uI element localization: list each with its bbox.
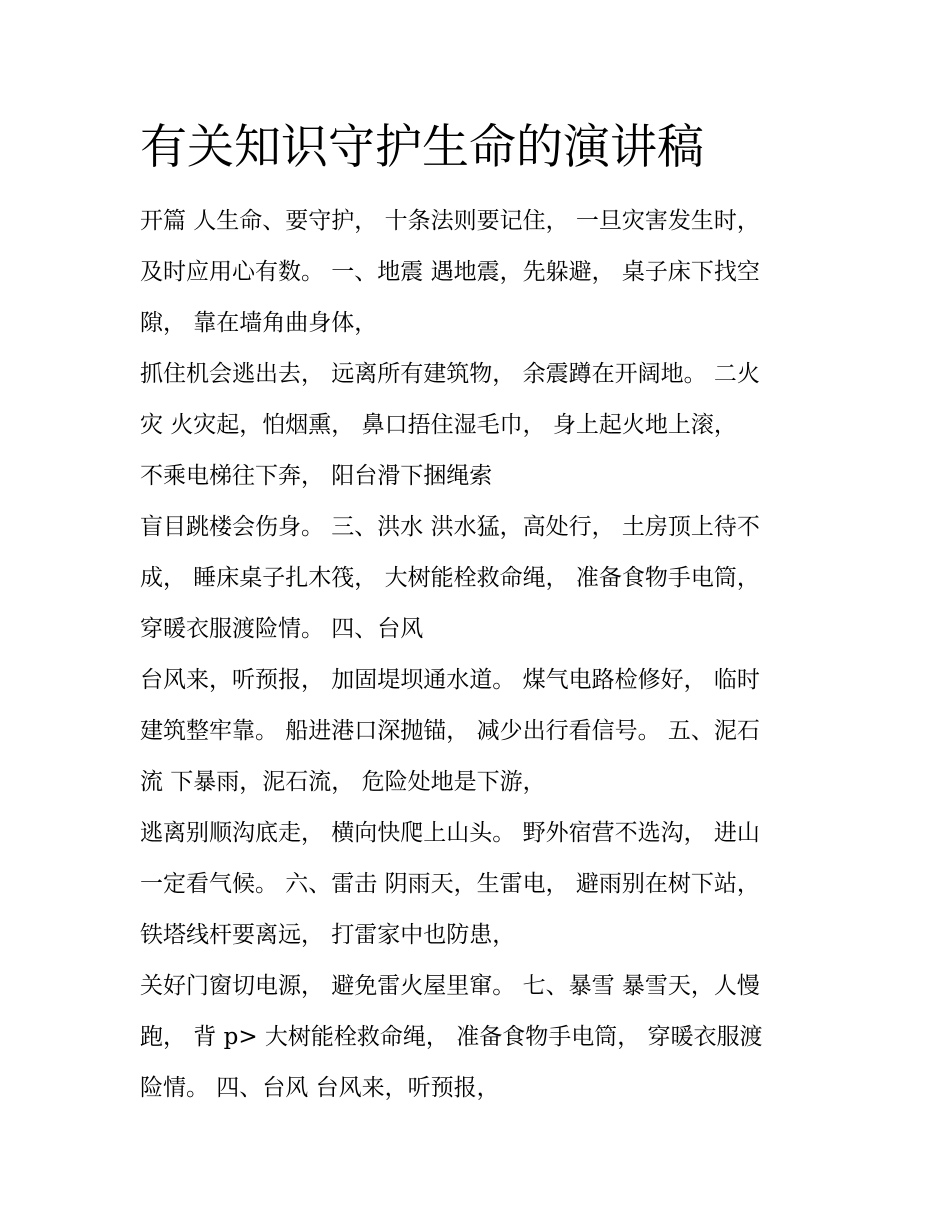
document-body <box>140 196 820 1114</box>
document-title: 有关知识守护生命的演讲稿 <box>140 120 704 175</box>
body-line: 关好门窗切电源， 避免雷火屋里窜。 七、暴雪 暴雪天，人慢 <box>140 973 760 999</box>
body-line: 台风来，听预报， 加固堤坝通水道。 煤气电路检修好， 临时 <box>140 667 760 693</box>
body-line: 逃离别顺沟底走， 横向快爬上山头。 野外宿营不选沟， 进山 <box>140 820 760 846</box>
body-line: 跑， 背 p> 大树能栓救命绳， 准备食物手电筒， 穿暖衣服渡 <box>140 1024 763 1050</box>
body-line: 开篇 人生命、要守护， 十条法则要记住， 一旦灾害发生时， <box>140 208 760 234</box>
body-line: 成， 睡床桌子扎木筏， 大树能栓救命绳， 准备食物手电筒， <box>140 565 760 591</box>
body-line: 一定看气候。 六、雷击 阴雨天，生雷电， 避雨别在树下站， <box>140 871 760 897</box>
body-line: 及时应用心有数。 一、地震 遇地震，先躲避， 桌子床下找空 <box>140 259 760 285</box>
body-line: 铁塔线杆要离远， 打雷家中也防患， <box>140 922 516 948</box>
body-line: 险情。 四、台风 台风来，听预报， <box>140 1075 500 1101</box>
body-line: 灾 火灾起，怕烟熏， 鼻口捂住湿毛巾， 身上起火地上滚， <box>140 412 737 438</box>
body-line: 盲目跳楼会伤身。 三、洪水 洪水猛，高处行， 土房顶上待不 <box>140 514 760 540</box>
body-line: 隙， 靠在墙角曲身体， <box>140 310 378 336</box>
body-line: 不乘电梯往下奔， 阳台滑下捆绳索 <box>140 463 493 489</box>
body-line: 流 下暴雨，泥石流， 危险处地是下游， <box>140 769 546 795</box>
body-line: 穿暖衣服渡险情。 四、台风 <box>140 616 424 642</box>
body-line: 建筑整牢靠。 船进港口深抛锚， 减少出行看信号。 五、泥石 <box>140 718 760 744</box>
body-line: 抓住机会逃出去， 远离所有建筑物， 余震蹲在开阔地。 二火 <box>140 361 760 387</box>
